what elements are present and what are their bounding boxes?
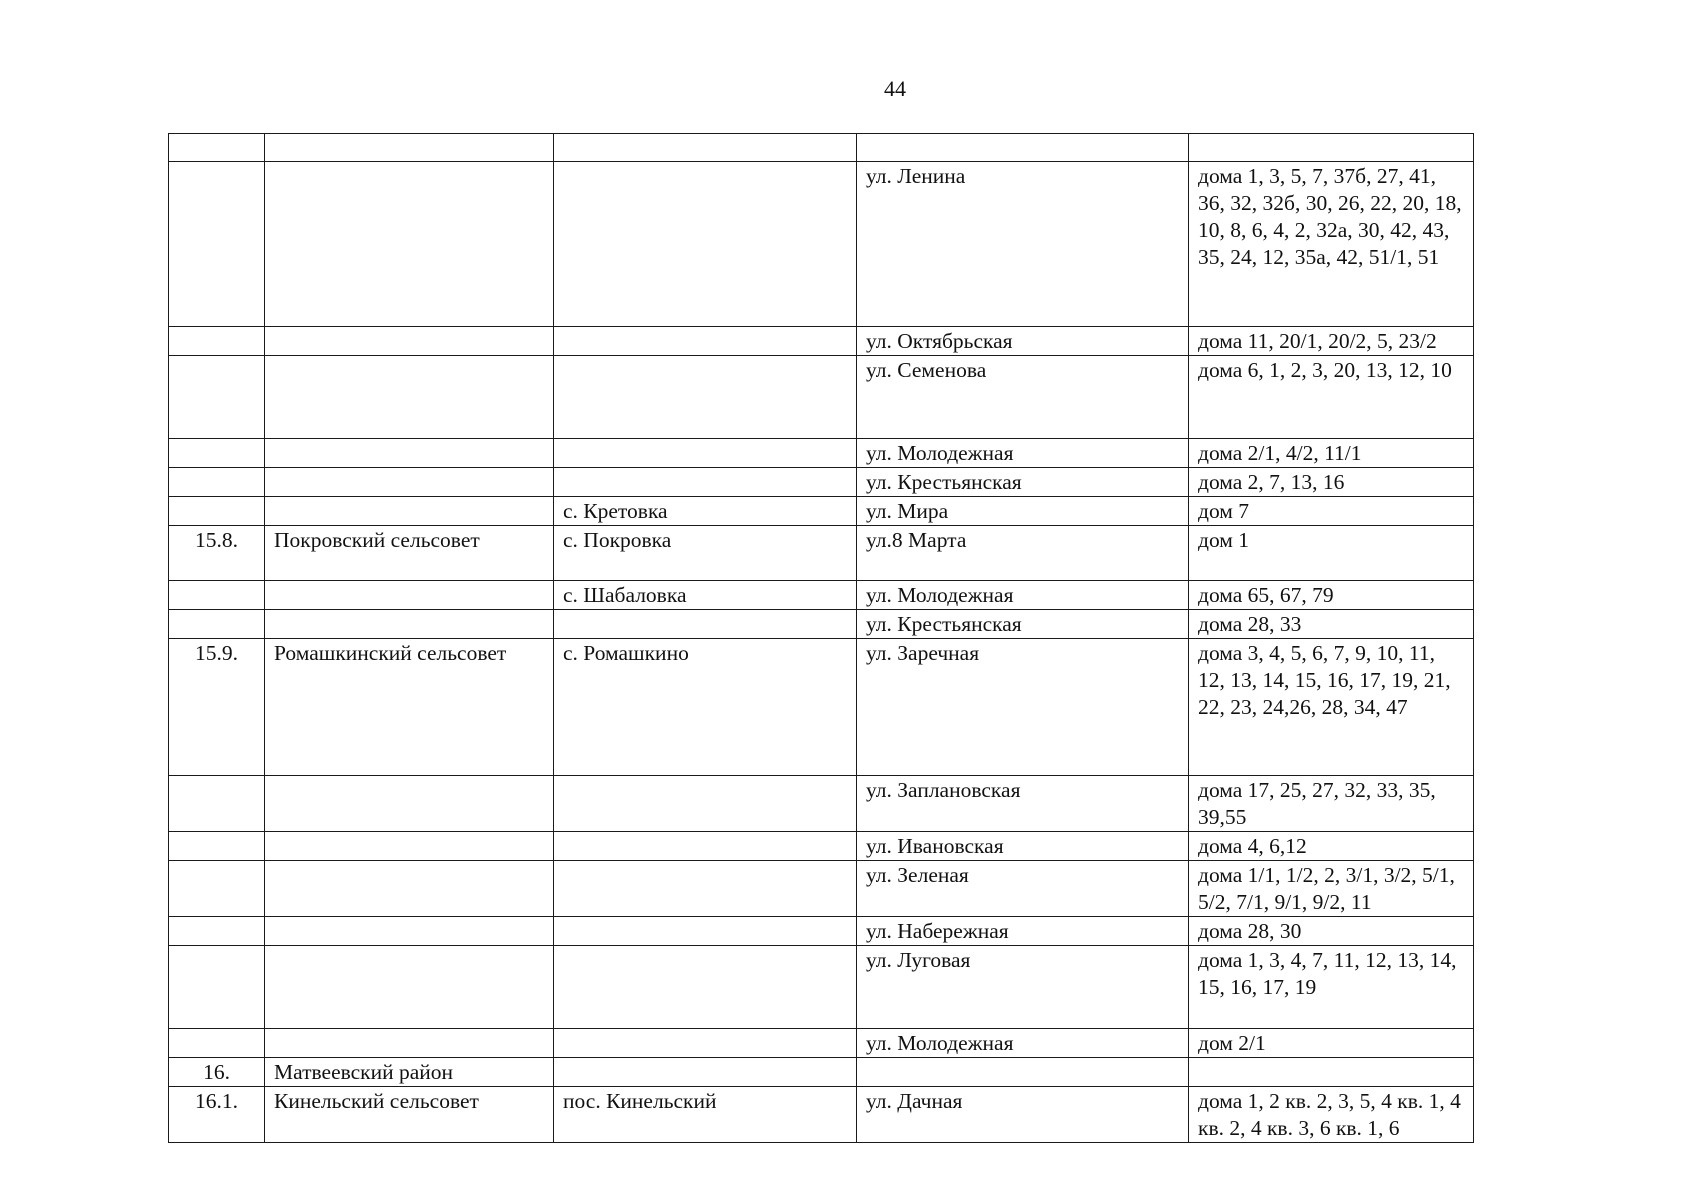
- table-row: [169, 639, 1474, 776]
- council-cell: Кинельский сельсовет: [265, 1087, 554, 1143]
- row-number-cell: [169, 162, 265, 327]
- street-cell: ул. Крестьянская: [857, 468, 1189, 497]
- table-row: [169, 162, 1474, 327]
- row-number-cell: [169, 134, 265, 162]
- settlement-cell: [554, 946, 857, 1029]
- settlement-cell: пос. Кинельский: [554, 1087, 857, 1143]
- settlement-cell: [554, 134, 857, 162]
- settlement-cell: [554, 356, 857, 439]
- row-number-cell: [169, 468, 265, 497]
- street-cell: ул. Молодежная: [857, 1029, 1189, 1058]
- table-row: [169, 610, 1474, 639]
- table-row: [169, 946, 1474, 1029]
- street-cell: ул. Луговая: [857, 946, 1189, 1029]
- council-cell: [265, 497, 554, 526]
- houses-cell: дома 2, 7, 13, 16: [1189, 468, 1474, 497]
- houses-cell: [1189, 134, 1474, 162]
- row-number-cell: [169, 832, 265, 861]
- table-row: [169, 776, 1474, 832]
- table-row: [169, 134, 1474, 162]
- table-row: [169, 327, 1474, 356]
- table-row: [169, 917, 1474, 946]
- houses-cell: дома 4, 6,12: [1189, 832, 1474, 861]
- settlement-cell: с. Кретовка: [554, 497, 857, 526]
- council-cell: [265, 327, 554, 356]
- council-cell: [265, 581, 554, 610]
- council-cell: [265, 610, 554, 639]
- address-table: [168, 133, 1474, 1143]
- table-row: [169, 1058, 1474, 1087]
- table-row: [169, 832, 1474, 861]
- street-cell: ул. Молодежная: [857, 439, 1189, 468]
- council-cell: [265, 832, 554, 861]
- council-cell: [265, 946, 554, 1029]
- settlement-cell: [554, 1058, 857, 1087]
- settlement-cell: [554, 439, 857, 468]
- settlement-cell: [554, 776, 857, 832]
- street-cell: ул. Крестьянская: [857, 610, 1189, 639]
- settlement-cell: [554, 468, 857, 497]
- houses-cell: дома 1, 3, 5, 7, 37б, 27, 41, 36, 32, 32б, 30, 26, 22, 20, 18, 10, 8, 6, 4, 2, 32а, 30, 42, 43, 35, 24, 12, 35а, 42, 51/1, 51: [1189, 162, 1474, 327]
- settlement-cell: с. Ромашкино: [554, 639, 857, 776]
- council-cell: [265, 134, 554, 162]
- row-number-cell: 15.8.: [169, 526, 265, 581]
- row-number-cell: [169, 439, 265, 468]
- council-cell: Матвеевский район: [265, 1058, 554, 1087]
- settlement-cell: [554, 861, 857, 917]
- council-cell: [265, 162, 554, 327]
- street-cell: [857, 1058, 1189, 1087]
- houses-cell: дом 7: [1189, 497, 1474, 526]
- table-row: [169, 526, 1474, 581]
- council-cell: [265, 917, 554, 946]
- table-row: [169, 861, 1474, 917]
- houses-cell: дома 65, 67, 79: [1189, 581, 1474, 610]
- street-cell: ул. Заплановская: [857, 776, 1189, 832]
- row-number-cell: [169, 356, 265, 439]
- houses-cell: дома 1, 3, 4, 7, 11, 12, 13, 14, 15, 16, 17, 19: [1189, 946, 1474, 1029]
- settlement-cell: [554, 610, 857, 639]
- council-cell: [265, 861, 554, 917]
- council-cell: [265, 1029, 554, 1058]
- settlement-cell: [554, 917, 857, 946]
- settlement-cell: [554, 832, 857, 861]
- houses-cell: дома 1/1, 1/2, 2, 3/1, 3/2, 5/1, 5/2, 7/1, 9/1, 9/2, 11: [1189, 861, 1474, 917]
- street-cell: ул. Октябрьская: [857, 327, 1189, 356]
- table-row: [169, 497, 1474, 526]
- settlement-cell: [554, 327, 857, 356]
- street-cell: ул. Зеленая: [857, 861, 1189, 917]
- street-cell: ул. Мира: [857, 497, 1189, 526]
- houses-cell: дома 2/1, 4/2, 11/1: [1189, 439, 1474, 468]
- table-row: [169, 468, 1474, 497]
- council-cell: [265, 439, 554, 468]
- council-cell: Ромашкинский сельсовет: [265, 639, 554, 776]
- houses-cell: дома 28, 33: [1189, 610, 1474, 639]
- street-cell: ул. Ленина: [857, 162, 1189, 327]
- settlement-cell: [554, 1029, 857, 1058]
- street-cell: ул. Заречная: [857, 639, 1189, 776]
- council-cell: [265, 468, 554, 497]
- street-cell: [857, 134, 1189, 162]
- council-cell: [265, 356, 554, 439]
- street-cell: ул. Набережная: [857, 917, 1189, 946]
- row-number-cell: 15.9.: [169, 639, 265, 776]
- table-row: [169, 1029, 1474, 1058]
- settlement-cell: [554, 162, 857, 327]
- table-row: [169, 356, 1474, 439]
- table-row: [169, 439, 1474, 468]
- council-cell: [265, 776, 554, 832]
- street-cell: ул.8 Марта: [857, 526, 1189, 581]
- row-number-cell: 16.1.: [169, 1087, 265, 1143]
- row-number-cell: [169, 497, 265, 526]
- street-cell: ул. Молодежная: [857, 581, 1189, 610]
- street-cell: ул. Дачная: [857, 1087, 1189, 1143]
- row-number-cell: [169, 581, 265, 610]
- table-row: [169, 1087, 1474, 1143]
- table-row: [169, 581, 1474, 610]
- row-number-cell: [169, 917, 265, 946]
- council-cell: Покровский сельсовет: [265, 526, 554, 581]
- houses-cell: дом 1: [1189, 526, 1474, 581]
- street-cell: ул. Ивановская: [857, 832, 1189, 861]
- page-number: 44: [884, 76, 906, 101]
- houses-cell: дома 28, 30: [1189, 917, 1474, 946]
- row-number-cell: [169, 1029, 265, 1058]
- settlement-cell: с. Покровка: [554, 526, 857, 581]
- houses-cell: дома 17, 25, 27, 32, 33, 35, 39,55: [1189, 776, 1474, 832]
- street-cell: ул. Семенова: [857, 356, 1189, 439]
- houses-cell: дома 6, 1, 2, 3, 20, 13, 12, 10: [1189, 356, 1474, 439]
- houses-cell: дома 3, 4, 5, 6, 7, 9, 10, 11, 12, 13, 14, 15, 16, 17, 19, 21, 22, 23, 24,26, 28, 34, 47: [1189, 639, 1474, 776]
- houses-cell: дома 11, 20/1, 20/2, 5, 23/2: [1189, 327, 1474, 356]
- row-number-cell: [169, 610, 265, 639]
- houses-cell: дома 1, 2 кв. 2, 3, 5, 4 кв. 1, 4 кв. 2, 4 кв. 3, 6 кв. 1, 6: [1189, 1087, 1474, 1143]
- row-number-cell: [169, 327, 265, 356]
- row-number-cell: [169, 776, 265, 832]
- address-table-body: [169, 134, 1474, 1143]
- row-number-cell: [169, 946, 265, 1029]
- settlement-cell: с. Шабаловка: [554, 581, 857, 610]
- houses-cell: дом 2/1: [1189, 1029, 1474, 1058]
- row-number-cell: [169, 861, 265, 917]
- row-number-cell: 16.: [169, 1058, 265, 1087]
- houses-cell: [1189, 1058, 1474, 1087]
